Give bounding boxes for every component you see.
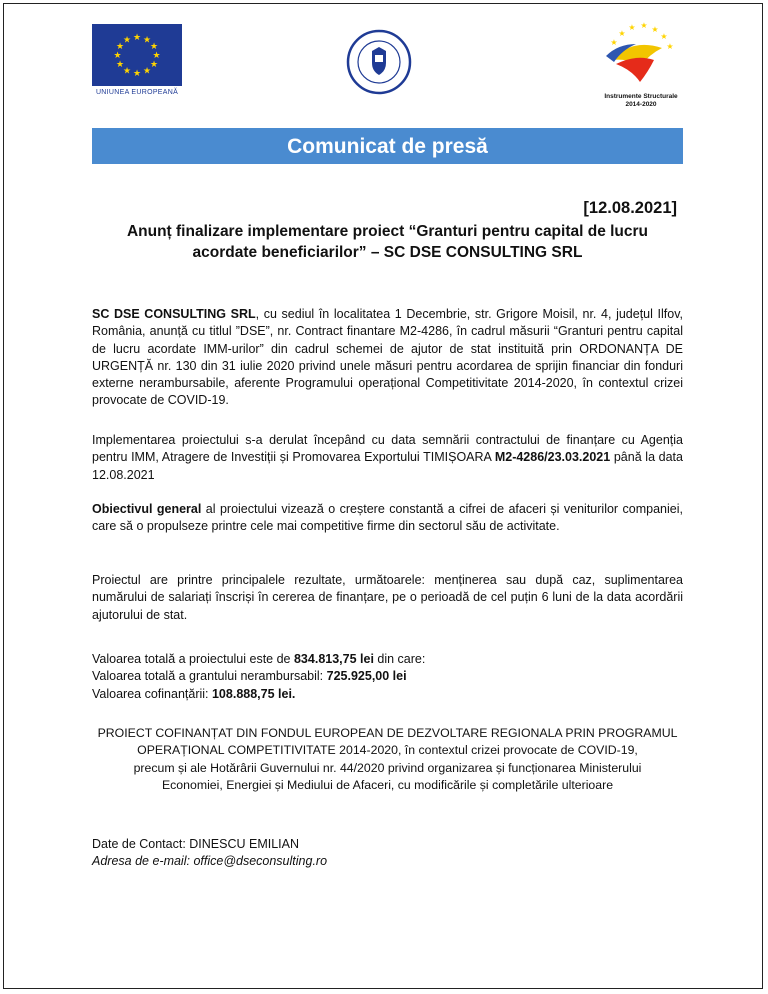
eu-flag-icon (92, 24, 182, 86)
implementation-tail: până la data 12.08.2021 (92, 450, 683, 482)
contract-number: M2-4286/23.03.2021 (494, 450, 611, 465)
company-name: SC DSE CONSULTING SRL (92, 307, 256, 321)
email-label: Adresa de e-mail: (92, 854, 194, 869)
grant-label: Valoarea totală a grantului nerambursabil: (92, 669, 327, 684)
note-line-1: PROIECT COFINANȚAT DIN FONDUL EUROPEAN DE DEZVOLTARE REGIONALA PRIN PROGRAMUL (97, 726, 678, 740)
release-date: [12.08.2021] (583, 199, 677, 217)
total-value-line (92, 651, 683, 668)
svg-text:★: ★ (142, 65, 152, 76)
svg-text:★: ★ (122, 34, 132, 45)
svg-text:★: ★ (132, 68, 142, 78)
svg-text:★: ★ (660, 32, 668, 41)
svg-text:★: ★ (115, 59, 125, 69)
svg-text:★: ★ (651, 25, 659, 34)
cofinancing-value: 108.888,75 lei. (211, 686, 296, 701)
paragraph-objective (92, 501, 683, 536)
grant-value-line (92, 668, 683, 685)
is-caption-1: Instrumente Structurale (604, 93, 678, 100)
svg-text:★: ★ (115, 41, 125, 51)
release-title (92, 221, 683, 263)
instrumente-structurale-logo (592, 20, 690, 110)
note-line-2: OPERAȚIONAL COMPETITIVITATE 2014-2020, în contextul crizei provocate de COVID-19, (137, 743, 638, 758)
svg-text:★: ★ (610, 38, 618, 47)
objective-label: Obiectivul general (92, 502, 202, 516)
press-release-banner: Comunicat de presă (92, 128, 683, 164)
email-line (92, 853, 683, 870)
implementation-text: Implementarea proiectului s-a derulat începând cu data semnării contractului de finanțare cu Agenția pentru IMM, Atragere de Investiții și Promovarea Exportului TIMIȘOARA (92, 433, 683, 465)
svg-text:★: ★ (113, 50, 122, 60)
paragraph-company (92, 306, 683, 410)
cofinancing-value-line (92, 686, 683, 703)
grant-value: 725.925,00 lei (326, 669, 407, 684)
objective-text: al proiectului vizează o creștere constantă a cifrei de afaceri și veniturilor companiei, care să o propulseze printre cele mai competitive firme din sectorul său de activitate. (92, 502, 683, 534)
svg-text:★: ★ (149, 41, 159, 51)
email-link[interactable]: office@dseconsulting.ro (193, 854, 328, 869)
total-tail: din care: (373, 652, 426, 666)
cofinancing-note (92, 725, 683, 794)
svg-text:★: ★ (152, 50, 161, 60)
cofinancing-label: Valoarea cofinanțării: (92, 686, 212, 701)
svg-text:★: ★ (666, 42, 674, 51)
paragraph-company-text: , cu sediul în localitatea 1 Decembrie, str. Grigore Moisil, nr. 4, județul Ilfov, România, anunță cu titlul ”DSE”, nr. Contract finantare M2-4286, în cadrul măsurii “Granturi pentru capital de lucru acordate IMM-urilor” din cadrul schemei de ajutor de stat instituită prin ORDONANȚA DE URGENȚĂ nr. 130 din 31 iulie 2020 privind unele măsuri pentru acordarea de sprijin financiar din fonduri externe nerambursabile, aferente Programului operațional Competitivitate 2014-2020, în contextul crizei provocate de COVID-19. (92, 307, 683, 408)
total-value: 834.813,75 lei (293, 652, 374, 666)
paragraph-results: Proiectul are printre principalele rezultate, următoarele: menținerea sau după caz, suplimentarea numărului de salariați înscriși în cererea de finanțare, pe o perioadă de cel puțin 6 luni de la data acordării ajutorului de stat. (92, 573, 683, 622)
note-line-3: precum și ale Hotărârii Guvernului nr. 44/2020 privind organizarea și funcționarea Ministerului (133, 760, 642, 775)
note-line-4: Economiei, Energiei și Mediului de Afaceri, cu modificările și completările ulterioare (161, 777, 614, 792)
svg-text:★: ★ (640, 21, 648, 30)
svg-text:★: ★ (142, 34, 152, 45)
title-line-2: acordate beneficiarilor” – SC DSE CONSULTING SRL (192, 244, 583, 261)
contact-block (92, 836, 683, 871)
is-caption-2: 2014-2020 (625, 101, 657, 108)
contact-line: Date de Contact: DINESCU EMILIAN (92, 837, 300, 851)
title-line-1: Anunț finalizare implementare proiect “Granturi pentru capital de lucru (126, 223, 649, 240)
svg-text:★: ★ (149, 59, 159, 69)
eu-logo (92, 24, 182, 98)
paragraph-implementation (92, 432, 683, 484)
svg-text:★: ★ (122, 65, 132, 76)
total-label: Valoarea totală a proiectului este de (92, 652, 294, 666)
government-seal-icon (346, 29, 412, 95)
eu-caption: UNIUNEA EUROPEANĂ (95, 89, 179, 96)
svg-text:★: ★ (618, 29, 626, 38)
svg-text:★: ★ (132, 32, 142, 42)
svg-text:★: ★ (628, 23, 636, 32)
structural-instruments-icon (592, 20, 690, 88)
project-values (92, 651, 683, 703)
